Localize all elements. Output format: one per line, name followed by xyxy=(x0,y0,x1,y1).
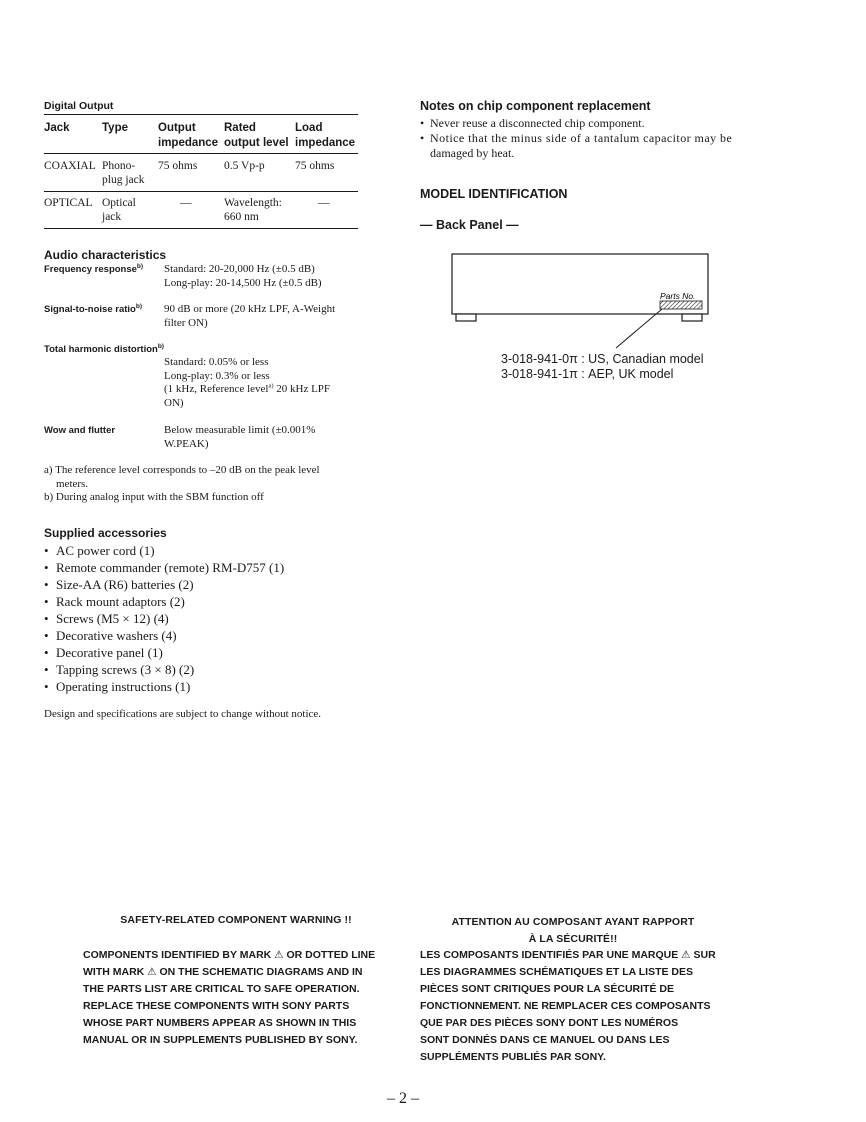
chip-notes-title: Notes on chip component replacement xyxy=(420,99,651,113)
spec-label-frequency: Frequency response$^{b)}$ xyxy=(44,262,144,275)
model-us-canada: 3-018-941-0π : US, Canadian model xyxy=(501,352,704,366)
row2-jack: OPTICAL xyxy=(44,197,93,209)
warning-fr-body: LES COMPOSANTS IDENTIFIÉS PAR UNE MARQUE ⚠ SUR LES DIAGRAMMES SCHÉMATIQUES ET LA LISTE DES PIÈCES SONT CRITIQUES POUR LA SÉCURITÉ DE FONCTIONNEMENT. NE REMPLACER CES COMPOSANTS QUE PAR DES PIÈCES SONY DONT LES NUMÉROS SONT DONNÉS DANS CE MANUEL OU DANS LES SUPPLÉMENTS PUBLIÉS PAR SONY. xyxy=(420,949,716,1063)
row2-output-impedance: — xyxy=(180,197,192,209)
list-item: • Never reuse a disconnected chip component. xyxy=(420,116,645,130)
table-top-rule xyxy=(44,114,358,115)
spec-label-thd: Total harmonic distortion$^{b)}$ xyxy=(44,342,164,355)
row2-rated-output: Wavelength: 660 nm xyxy=(224,197,282,223)
left-foot xyxy=(456,314,476,321)
header-jack: Jack xyxy=(44,122,70,134)
parts-no-hatch xyxy=(660,301,702,309)
row1-load-impedance: 75 ohms xyxy=(295,160,335,172)
list-item: • Decorative washers (4) xyxy=(44,628,177,643)
warning-fr-title: ATTENTION AU COMPOSANT AYANT RAPPORT À LA SÉCURITÉ!! xyxy=(451,916,695,945)
row1-output-impedance: 75 ohms xyxy=(158,160,198,172)
list-item: • Size-AA (R6) batteries (2) xyxy=(44,577,194,592)
spec-value-frequency: Standard: 20-20,000 Hz (±0.5 dB) Long-play: 20-14,500 Hz (±0.5 dB) xyxy=(164,263,322,289)
back-panel-diagram xyxy=(440,248,730,358)
row1-rated-output: 0.5 Vp-p xyxy=(224,160,265,172)
list-item: • Operating instructions (1) xyxy=(44,679,191,694)
table-row-rule xyxy=(44,191,358,192)
model-id-title: MODEL IDENTIFICATION xyxy=(420,187,568,201)
list-item: • Remote commander (remote) RM-D757 (1) xyxy=(44,560,285,575)
list-item: • Screws (M5 × 12) (4) xyxy=(44,611,169,626)
row2-load-impedance: — xyxy=(318,197,330,209)
right-foot xyxy=(682,314,702,321)
digital-output-title: Digital Output xyxy=(44,100,114,112)
page-number: – 2 – xyxy=(387,1090,419,1107)
list-item: • Notice that the minus side of a tantalum capacitor may be xyxy=(420,131,733,145)
spec-label-snr: Signal-to-noise ratio$^{b)}$ xyxy=(44,302,142,315)
parts-no-label: Parts No. xyxy=(660,291,696,301)
header-rated-output: Rated output level xyxy=(224,122,289,149)
spec-value-wow: Below measurable limit (±0.001% W.PEAK) xyxy=(164,424,316,450)
leader-line xyxy=(616,309,662,348)
row1-jack: COAXIAL xyxy=(44,160,96,172)
list-item: • Tapping screws (3 × 8) (2) xyxy=(44,662,195,677)
accessories-list xyxy=(44,542,284,695)
spec-label-wow: Wow and flutter xyxy=(44,425,116,436)
accessories-title: Supplied accessories xyxy=(44,526,167,540)
model-aep-uk: 3-018-941-1π : AEP, UK model xyxy=(501,367,674,381)
audio-title: Audio characteristics xyxy=(44,248,167,262)
row2-type: Optical jack xyxy=(102,197,136,223)
header-load-impedance: Load impedance xyxy=(295,122,356,149)
spec-value-thd: Standard: 0.05% or less Long-play: 0.3% or less (1 kHz, Reference level$^{a)}$ 20 kHz LPF ON) xyxy=(164,356,331,409)
change-notice: Design and specifications are subject to change without notice. xyxy=(44,708,322,720)
back-panel-subtitle: — Back Panel — xyxy=(420,218,519,232)
header-output-impedance: Output impedance xyxy=(158,122,219,149)
chip-notes-list: • Never reuse a disconnected chip component. • Notice that the minus side of a tantalum capacitor may be damaged by heat. xyxy=(420,116,766,161)
warning-en-body: COMPONENTS IDENTIFIED BY MARK ⚠ OR DOTTED LINE WITH MARK ⚠ ON THE SCHEMATIC DIAGRAMS AND IN THE PARTS LIST ARE CRITICAL TO SAFE OPERATION. REPLACE THESE COMPONENTS WITH SONY PARTS WHOSE PART NUMBERS APPEAR AS SHOWN IN THIS MANUAL OR IN SUPPLEMENTS PUBLISHED BY SONY. xyxy=(83,949,376,1046)
list-item: • Decorative panel (1) xyxy=(44,645,163,660)
spec-value-snr: 90 dB or more (20 kHz LPF, A-Weight filter ON) xyxy=(164,303,336,329)
footnotes: a) The reference level corresponds to –20 dB on the peak level meters. b) During analog input with the SBM function off xyxy=(44,464,320,503)
table-header-rule xyxy=(44,153,358,154)
list-item: • AC power cord (1) xyxy=(44,543,155,558)
row1-type: Phono- plug jack xyxy=(102,160,145,186)
list-item: • Rack mount adaptors (2) xyxy=(44,594,185,609)
warning-en-title: SAFETY-RELATED COMPONENT WARNING !! xyxy=(120,914,352,926)
table-bottom-rule xyxy=(44,228,358,229)
header-type: Type xyxy=(102,122,128,134)
